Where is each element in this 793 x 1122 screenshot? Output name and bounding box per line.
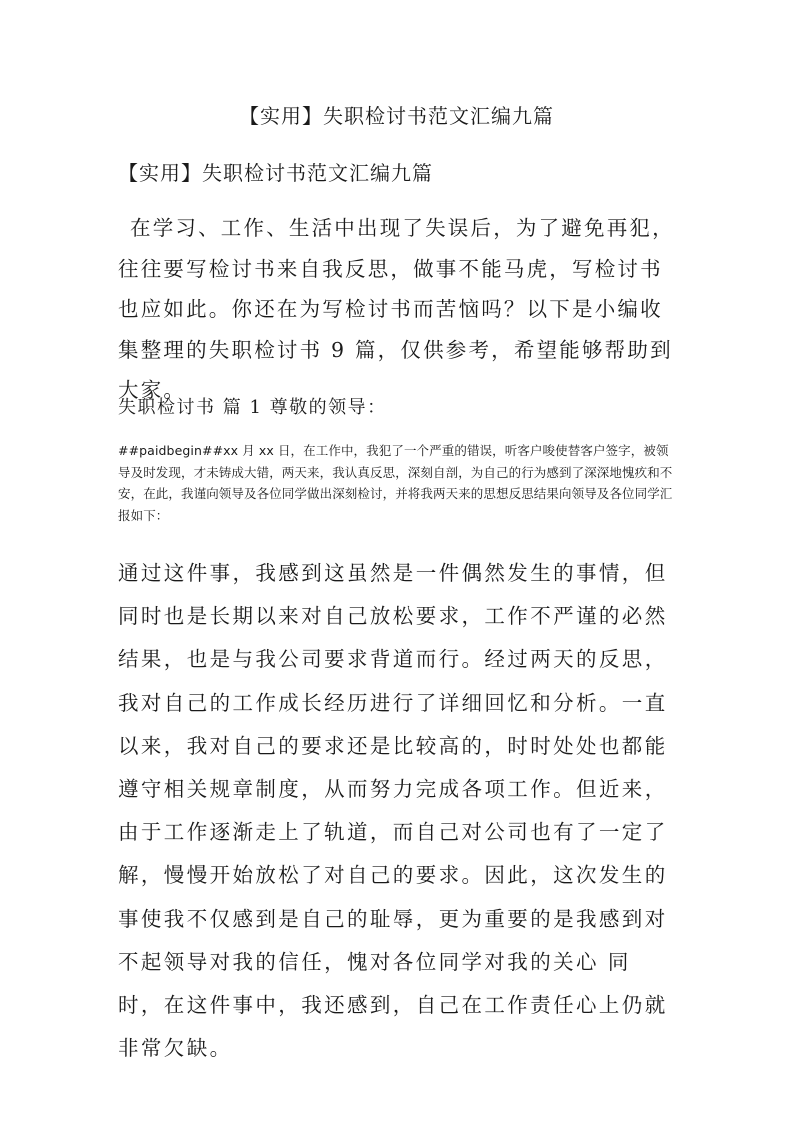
section-heading: 失职检讨书 篇 1 尊敬的领导：	[118, 397, 387, 418]
document-title: 【实用】失职检讨书范文汇编九篇	[239, 104, 554, 128]
intro-paragraph: 在学习、工作、生活中出现了失误后，为了避免再犯，往往要写检讨书来自我反思，做事不能马虎，写检讨书也应如此。你还在为写检讨书而苦恼吗？以下是小编收集整理的失职检讨书 9 篇，仅供参考，希望能够帮助到大家。	[118, 216, 675, 402]
document-subtitle: 【实用】失职检讨书范文汇编九篇	[118, 161, 433, 185]
small-paragraph: ##paidbegin##xx 月 xx 日，在工作中，我犯了一个严重的错误，听客户唆使替客户签字，被领导及时发现，才未铸成大错，两天来，我认真反思，深刻自剖，为自己的行为感到了深深地愧疚和不安，在此，我谨向领导及各位同学做出深刻检讨，并将我两天来的思想反思结果向领导及各位同学汇报如下：	[118, 443, 673, 523]
body-paragraph: 通过这件事，我感到这虽然是一件偶然发生的事情，但同时也是长期以来对自己放松要求，工作不严谨的必然结果，也是与我公司要求背道而行。经过两天的反思，我对自己的工作成长经历进行了详细回忆和分析。一直以来，我对自己的要求还是比较高的，时时处处也都能遵守相关规章制度，从而努力完成各项工作。但近来，由于工作逐渐走上了轨道，而自己对公司也有了一定了解，慢慢开始放松了对自己的要求。因此，这次发生的事使我不仅感到是自己的耻辱，更为重要的是我感到对不起领导对我的信任，愧对各位同学对我的关心 同时，在这件事中，我还感到，自己在工作责任心上仍就非常欠缺。	[118, 561, 668, 1061]
